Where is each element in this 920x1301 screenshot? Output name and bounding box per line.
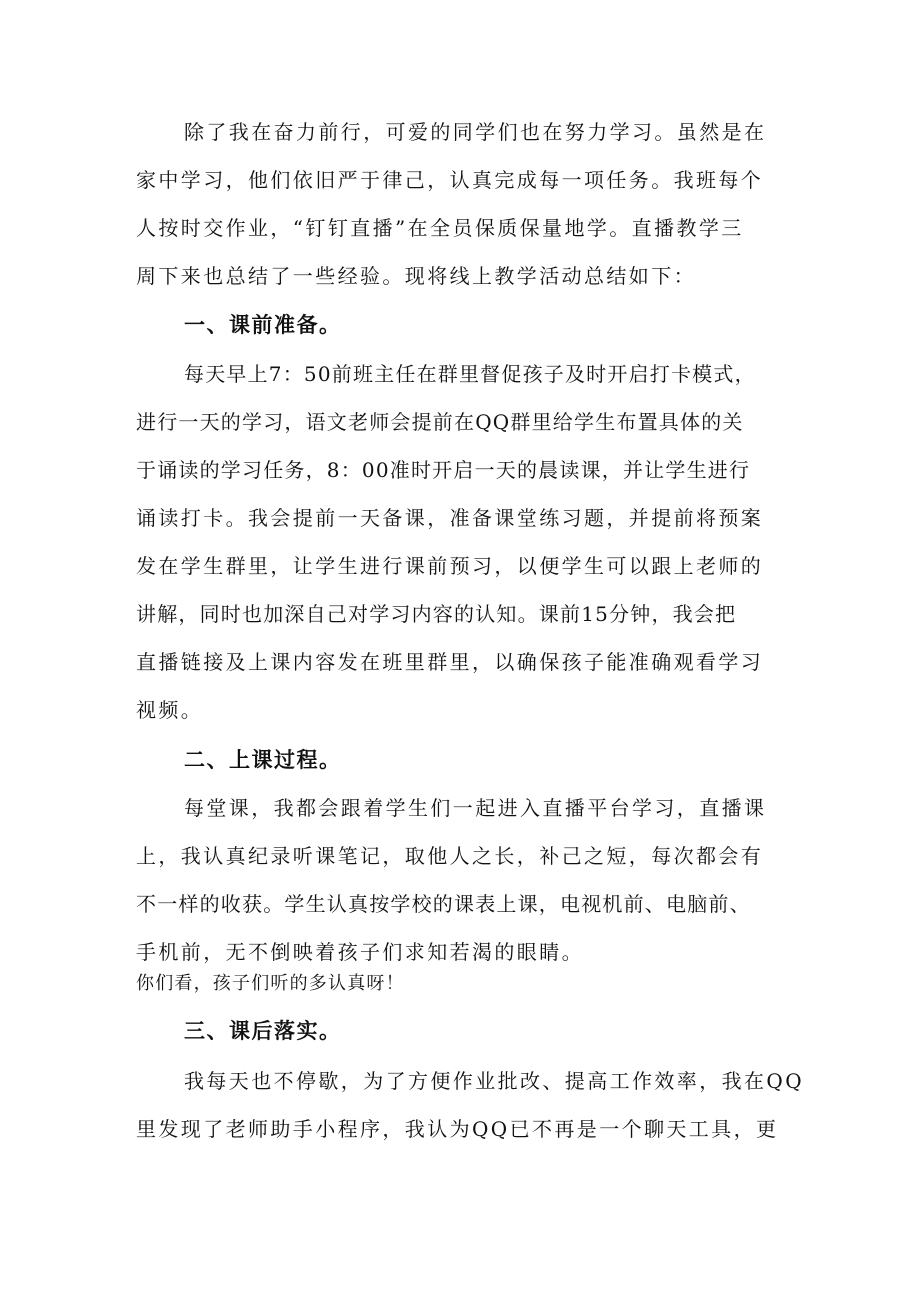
text-line: 直播链接及上课内容发在班里群里，以确保孩子能准确观看学习	[136, 650, 764, 674]
text-line: 里发现了老师助手小程序，我认为QQ已不再是一个聊天工具，更	[136, 1117, 779, 1141]
text-line: 讲解，同时也加深自己对学习内容的认知。课前15分钟，我会把	[136, 602, 737, 626]
followup-paragraph	[136, 1057, 806, 1153]
intro-paragraph	[136, 108, 806, 300]
section-heading-followup: 三、课后落实。	[184, 1019, 342, 1043]
text-line: 发在学生群里，让学生进行课前预习，以便学生可以跟上老师的	[136, 554, 764, 578]
section-heading-preparation: 一、课前准备。	[184, 313, 342, 337]
text-line: 每天早上7：50前班主任在群里督促孩子及时开启打卡模式，	[184, 362, 756, 386]
text-line: 除了我在奋力前行，可爱的同学们也在努力学习。虽然是在	[184, 120, 767, 144]
text-line: 上，我认真纪录听课笔记，取他人之长，补己之短，每次都会有	[136, 844, 764, 868]
process-paragraph	[136, 784, 806, 976]
text-line: 我每天也不停歇，为了方便作业批改、提高工作效率，我在QQ	[184, 1069, 804, 1093]
preparation-paragraph	[136, 350, 806, 734]
text-line: 于诵读的学习任务，8：00准时开启一天的晨读课，并让学生进行	[136, 458, 751, 482]
text-line: 每堂课，我都会跟着学生们一起进入直播平台学习，直播课	[184, 796, 767, 820]
text-line: 周下来也总结了一些经验。现将线上教学活动总结如下：	[136, 264, 696, 288]
text-line: 进行一天的学习，语文老师会提前在QQ群里给学生布置具体的关	[136, 410, 744, 434]
text-line: 诵读打卡。我会提前一天备课，准备课堂练习题，并提前将预案	[136, 506, 764, 530]
image-caption: 你们看，孩子们听的多认真呀！	[136, 973, 405, 994]
text-line: 家中学习，他们依旧严于律己，认真完成每一项任务。我班每个	[136, 168, 764, 192]
text-line: 人按时交作业，“钉钉直播”在全员保质保量地学。直播教学三	[136, 216, 744, 240]
text-line: 手机前，无不倒映着孩子们求知若渴的眼睛。	[136, 940, 584, 964]
text-line: 视频。	[136, 698, 204, 722]
text-line: 不一样的收获。学生认真按学校的课表上课，电视机前、电脑前、	[136, 892, 751, 916]
section-heading-process: 二、上课过程。	[184, 748, 342, 772]
